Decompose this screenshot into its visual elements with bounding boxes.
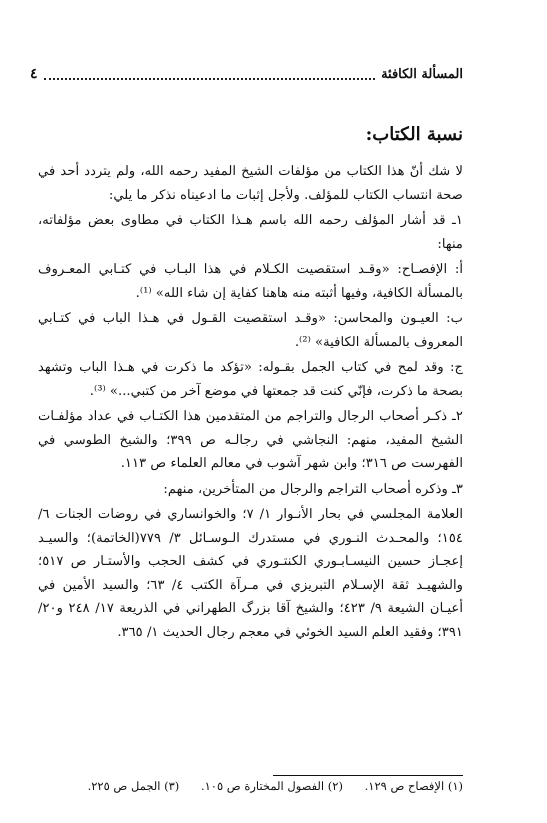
section-title: نسبة الكتاب:	[365, 124, 463, 145]
paragraph-intro: لا شك أنّ هذا الكتاب من مؤلفات الشيخ المفيد رحمه الله، ولم يتردد أحد في صحة انتساب الكتاب للمؤلف. ولأجل إثبات ما ادعيناه نذكر ما يلي:	[38, 164, 463, 203]
paragraph-point-1b: ب: العيـون والمحاسن: «وقـد استقصيت القـول في هـذا الباب في كتـابي المعروف بالمسألة الكافية» ⁽²⁾.	[38, 311, 463, 350]
page-number: ٤	[30, 66, 38, 82]
paragraph-later-scholars: العلامة المجلسي في بحار الأنـوار ١/ ٧؛ والخوانساري في روضات الجنات ٦/ ١٥٤؛ والمحـدث النـوري في مستدرك الـوسـائل ٣/ ٧٧٩(الخاتمة)؛ والسيـد إعجـاز حسين النيسـابـوري الكنتـوري في كشف الحجب والأستـار ص ٥١٧؛ والشهيـد ثقة الإسـلام التبريزي في مـرآة الكتب ٤/ ٦٣؛ والسيد الأمين في أعيـان الشيعة ٩/ ٤٢٣؛ والشيخ آقا بزرگ الطهراني في الذريعة ١٧/ ٢٤٨ و٢٠/ ٣٩١؛ وفقيد العلم السيد الخوئي في معجم رجال الحديث ١/ ٣٦٥.	[38, 507, 464, 640]
running-header	[30, 64, 463, 84]
footnote-2: (٢) الفصول المختارة ص ١٠٥.	[200, 779, 343, 793]
paragraph-point-1c: ج: وقد لمح في كتاب الجمل بقـوله: «تؤكد ما ذكرت في هـذا الباب وتشهد بصحة ما ذكرت، فإنّي كنت قد جمعتها في موضع آخر من كتبي...» ⁽³⁾.	[38, 360, 463, 399]
header-dotted-leader	[44, 69, 376, 80]
footnotes	[30, 779, 463, 793]
main-text	[38, 160, 463, 646]
footnote-separator	[273, 775, 463, 776]
paragraph-point-2: ٢ـ ذكـر أصحاب الرجال والتراجم من المتقدمين هذا الكتـاب في عداد مؤلفـات الشيخ المفيد، منهم: النجاشي في رجالـه ص ٣٩٩؛ والشيخ الطوسي في الفهرست ص ٣١٦؛ وابن شهر آشوب في معالم العلماء ص ١١٣.	[38, 409, 463, 471]
footnote-1: (١) الإفصاح ص ١٢٩.	[364, 779, 463, 793]
header-title: المسألة الكافئة	[381, 66, 463, 82]
paragraph-point-1a: أ: الإفصـاح: «وقـد استقصيت الكـلام في هذا البـاب في كتـابي المعـروف بالمسألة الكافية، وفيها أثبته منه هاهنا كفاية إن شاء الله» ⁽¹⁾.	[38, 262, 463, 301]
paragraph-point-1: ١ـ قد أشار المؤلف رحمه الله باسم هـذا الكتاب في مطاوى بعض مؤلفاته، منها:	[38, 213, 463, 252]
paragraph-point-3: ٣ـ وذكره أصحاب التراجم والرجال من المتأخرين، منهم:	[163, 481, 463, 497]
footnote-3: (٣) الجمل ص ٢٢٥.	[87, 779, 180, 793]
